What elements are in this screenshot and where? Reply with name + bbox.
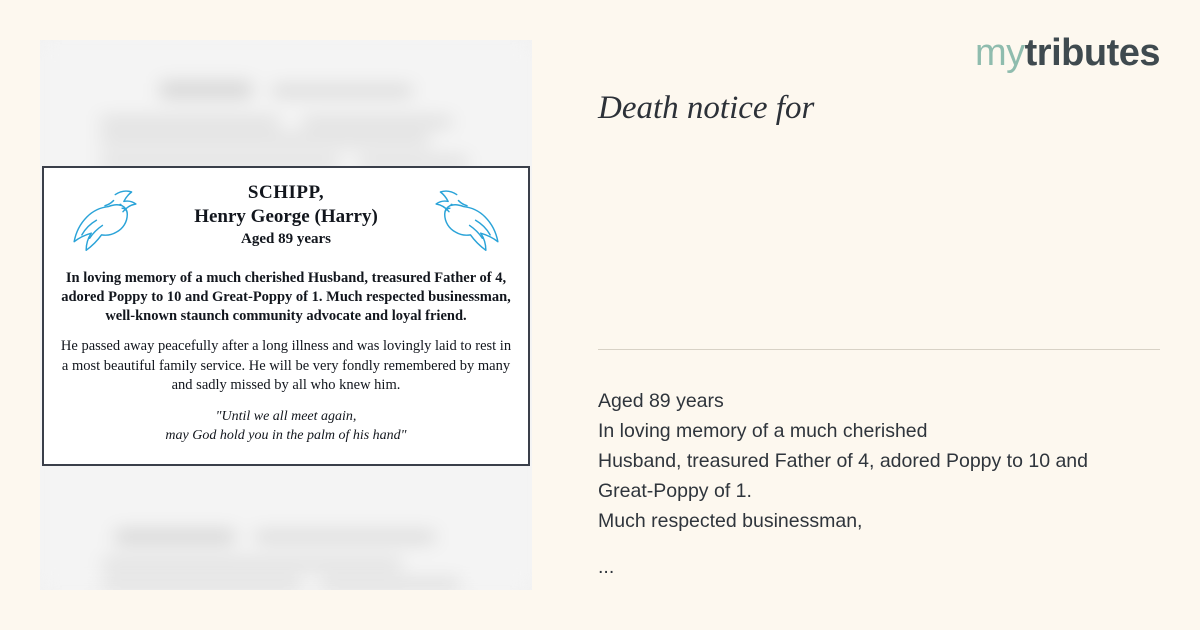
notice-image-panel [40,40,532,590]
clipping-given-name: Henry George (Harry) [194,206,378,227]
divider [598,349,1160,350]
excerpt-line-5: Much respected businessman, [598,510,863,532]
blur-text-line [100,158,340,166]
brand-logo-my: my [974,32,1025,74]
blur-text-line [358,158,468,166]
blur-text-line [100,136,430,144]
excerpt-line-2: In loving memory of a much cherished [598,420,928,442]
clipping-paragraph-1: In loving memory of a much cherished Husband, treasured Father of 4, adored Poppy to 10 and Great-Poppy of 1. Much respected businessman, well-known staunch community advocate and loyal friend. [61,270,511,325]
clipping-verse-line-1: "Until we all meet again, [215,408,357,424]
blur-text-line [115,530,235,544]
notice-excerpt [598,386,1173,582]
excerpt-line-1: Aged 89 years [598,390,724,412]
clipping-age: Aged 89 years [241,231,331,247]
clipping-header [58,182,514,260]
dove-icon [62,186,148,258]
clipping-surname: SCHIPP, [247,182,325,203]
excerpt-line-4: Great-Poppy of 1. [598,480,752,502]
clipping-paragraph-2: He passed away peacefully after a long illness and was lovingly laid to rest in a most beautiful family service. He will be very fondly remembered by many and sadly missed by all who knew him. [60,338,512,393]
brand-logo[interactable] [975,34,1160,72]
blur-text-line [102,580,302,588]
clipping-verse-line-2: may God hold you in the palm of his hand" [165,427,407,443]
clipping-verse [58,408,514,446]
newspaper-clipping [42,166,530,466]
dove-icon [424,186,510,258]
blur-text-line [160,82,252,98]
excerpt-line-3: Husband, treasured Father of 4, adored Poppy to 10 and [598,450,1088,472]
blur-text-line [255,532,435,542]
blur-text-line [302,118,452,126]
page-title: Death notice for [598,90,815,126]
blur-text-line [100,118,280,126]
blur-text-line [272,86,412,96]
excerpt-ellipsis: ... [598,556,615,578]
blur-text-line [320,580,460,588]
brand-logo-tributes: tributes [1024,32,1160,74]
blur-text-line [102,560,402,568]
